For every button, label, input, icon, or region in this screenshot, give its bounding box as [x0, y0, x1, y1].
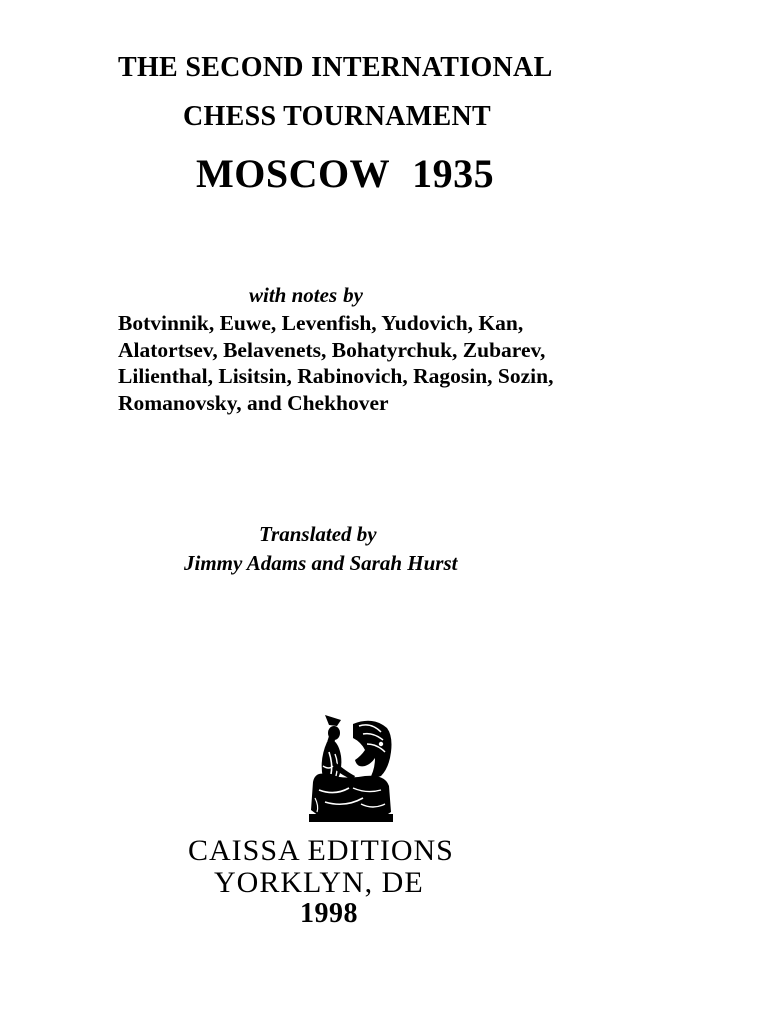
annotator-line-3: Lilienthal, Lisitsin, Rabinovich, Ragosin, Sozin,	[118, 364, 554, 388]
title-year: 1935	[412, 151, 495, 196]
title-line-2: CHESS TOURNAMENT	[183, 101, 491, 132]
translated-by-label: Translated by	[259, 522, 377, 546]
title-city: MOSCOW	[196, 151, 391, 196]
annotator-list	[118, 310, 553, 416]
title-line-1: THE SECOND INTERNATIONAL	[118, 52, 553, 83]
publication-year: 1998	[300, 898, 358, 929]
notes-intro	[249, 283, 363, 308]
notes-intro-by: by	[343, 283, 363, 307]
notes-intro-with: with notes	[249, 283, 338, 307]
translators-names: Jimmy Adams and Sarah Hurst	[184, 551, 458, 575]
title-line-3	[196, 150, 494, 197]
publisher-name: CAISSA EDITIONS	[188, 834, 454, 867]
knight-rider-logo-icon	[305, 712, 395, 824]
annotator-line-2: Alatortsev, Belavenets, Bohatyrchuk, Zubarev,	[118, 337, 546, 362]
annotator-line-1: Botvinnik, Euwe, Levenfish, Yudovich, Kan,	[118, 311, 524, 335]
publisher-location: YORKLYN, DE	[214, 866, 424, 899]
annotator-line-4: Romanovsky, and Chekhover	[118, 390, 389, 415]
